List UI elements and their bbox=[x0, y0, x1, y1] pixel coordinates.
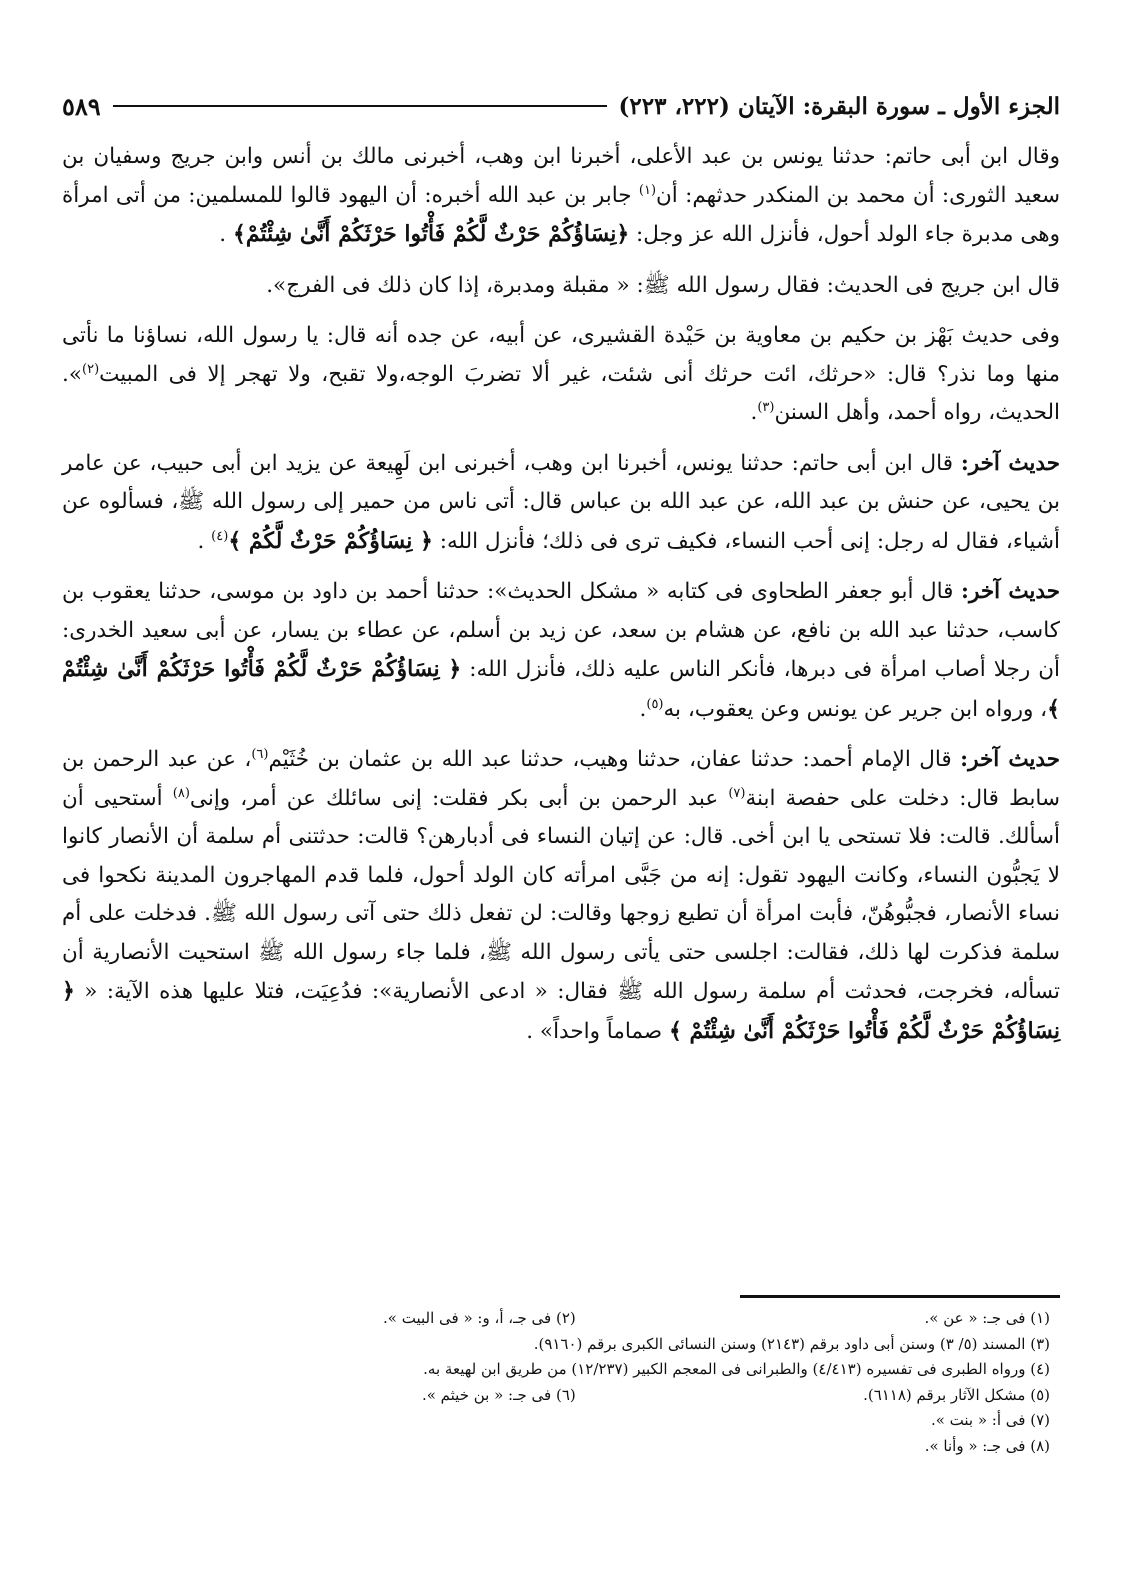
text-run: عبد الرحمن بن أبى بكر فقلت: إنى سائلك عن أمر، وإنى bbox=[189, 785, 729, 811]
footnote-reference: (٤) bbox=[211, 528, 229, 544]
footnote: (٢) فى جـ، أ، و: « فى البيت ». bbox=[383, 1309, 576, 1327]
text-run: ، عن عبد الرحمن بن سابط قال: دخلت على حفصة ابنة bbox=[62, 747, 1060, 811]
text-run: . bbox=[219, 222, 233, 247]
footnote: (٤) ورواه الطبرى فى تفسيره (٤/٤١٣) والطبرانى فى المعجم الكبير (١٢/٢٣٧) من طريق ابن لهيعة به. bbox=[423, 1360, 1050, 1378]
footnote: (٧) فى أ: « بنت ». bbox=[930, 1411, 1050, 1429]
paragraph bbox=[62, 445, 1060, 562]
footnote-row bbox=[62, 1408, 1050, 1434]
quran-verse: ﴿ نِسَاؤُكُمْ حَرْثٌ لَّكُمْ ﴾ bbox=[228, 527, 433, 554]
text-run: ، ورواه ابن جرير عن يونس وعن يعقوب، به bbox=[663, 696, 1048, 722]
main-text bbox=[62, 138, 1060, 1063]
footnote-row bbox=[62, 1332, 1050, 1358]
footnote: (٦) فى جـ: « بن خيثم ». bbox=[421, 1385, 576, 1404]
text-run: ». الحديث، رواه أحمد، وأهل السنن bbox=[62, 361, 1060, 425]
text-run: قال ابن أبى حاتم: حدثنا يونس، أخبرنا ابن وهب، أخبرنى ابن لَهِيعة عن يزيد ابن أبى حبيب، عن عامر بن يحيى، عن حنش بن عبد الله، عن عبد الله بن عباس قال: أتى ناس من حمير إلى رسول الله ﷺ، فسألوه عن أشياء، فقال له رجل: إنى أحب النساء، فكيف ترى فى ذلك؛ فأنزل الله: bbox=[62, 450, 1060, 554]
page-number: ٥٨٩ bbox=[62, 91, 101, 121]
footnote: (١) فى جـ: « عن ». bbox=[924, 1309, 1050, 1327]
footnote-row bbox=[62, 1306, 1050, 1332]
footnote-reference: (٨) bbox=[172, 785, 190, 801]
quran-verse: ﴿نِسَاؤُكُمْ حَرْثٌ لَّكُمْ فَأْتُوا حَرْثَكُمْ أَنَّىٰ شِئْتُمْ﴾ bbox=[232, 221, 630, 247]
footnote: (٨) فى جـ: « وأنا ». bbox=[924, 1436, 1050, 1455]
section-lead: حديث آخر: bbox=[960, 450, 1060, 476]
paragraph bbox=[62, 741, 1060, 1051]
text-run: . bbox=[639, 696, 647, 722]
text-run: قال أبو جعفر الطحاوى فى كتابه « مشكل الحديث»: حدثنا أحمد بن داود بن موسى، حدثنا يعقوب بن كاسب، حدثنا عبد الله بن نافع، عن هشام بن سعد، عن زيد بن أسلم، عن عطاء بن يسار، عن أبى سعيد الخدرى: أن رجلا أصاب امرأة فى دبرها، فأنكر الناس عليه ذلك، فأنزل الله: bbox=[62, 579, 1060, 682]
text-run: وفى حديث بَهْز بن حكيم بن معاوية بن حَيْدة القشيرى، عن أبيه، عن جده أنه قال: يا رسول الله، نساؤنا ما نأتى منها وما نذر؟ قال: «حرثك، ائت حرثك أنى شئت، غير ألا تضربَ الوجه،ولا تقبح، ولا تهجر إلا فى المبيت bbox=[62, 323, 1060, 387]
text-run: صماماً واحداً» . bbox=[526, 1018, 669, 1044]
footnote-row bbox=[62, 1357, 1050, 1383]
footnote: (٣) المسند (٥/ ٣) وسنن أبى داود برقم (٢١٤٣) وسنن النسائى الكبرى برقم (٩١٦٠). bbox=[533, 1334, 1050, 1353]
footnote-reference: (٦) bbox=[251, 746, 269, 762]
paragraph bbox=[62, 317, 1060, 433]
footnote: (٥) مشكل الآثار برقم (٦١١٨). bbox=[863, 1385, 1050, 1404]
header-rule bbox=[113, 105, 607, 107]
paragraph bbox=[62, 573, 1060, 729]
text-run: جابر بن عبد الله أخبره: أن اليهود قالوا للمسلمين: من أتى امرأة وهى مدبرة جاء الولد أحول، فأنزل الله عز وجل: bbox=[62, 182, 1060, 247]
quran-verse: ﴿ نِسَاؤُكُمْ حَرْثٌ لَّكُمْ فَأْتُوا حَرْثَكُمْ أَنَّىٰ شِئْتُمْ ﴾ bbox=[62, 978, 1060, 1044]
footnote-reference: (١) bbox=[638, 182, 657, 198]
footnote-separator bbox=[740, 1295, 1060, 1298]
paragraph bbox=[62, 138, 1060, 255]
footnote-reference: (٥) bbox=[646, 696, 664, 712]
header-title: الجزء الأول ـ سورة البقرة: الآيتان (٢٢٢، ٢٢٣) bbox=[618, 92, 1060, 120]
quran-verse: ﴿ نِسَاؤُكُمْ حَرْثٌ لَّكُمْ فَأْتُوا حَرْثَكُمْ أَنَّىٰ شِئْتُمْ ﴾ bbox=[62, 656, 1060, 722]
footnote-reference: (٣) bbox=[757, 399, 775, 415]
footnote-reference: (٢) bbox=[82, 361, 100, 377]
text-run: . bbox=[197, 528, 212, 554]
text-run: . bbox=[750, 400, 758, 425]
section-lead: حديث آخر: bbox=[961, 579, 1060, 604]
footnote-row bbox=[62, 1383, 1050, 1409]
footnotes bbox=[62, 1306, 1050, 1459]
text-run: قال ابن جريج فى الحديث: فقال رسول الله ﷺ: « مقبلة ومدبرة، إذا كان ذلك فى الفرج». bbox=[266, 272, 1060, 298]
section-lead: حديث آخر: bbox=[960, 747, 1060, 772]
footnote-reference: (٧) bbox=[728, 785, 746, 801]
text-run: قال الإمام أحمد: حدثنا عفان، حدثنا وهيب، حدثنا عبد الله بن عثمان بن خُثَيْم bbox=[268, 747, 961, 772]
text-run: وقال ابن أبى حاتم: حدثنا يونس بن عبد الأعلى، أخبرنا ابن وهب، أخبرنى مالك بن أنس وابن جريج وسفيان بن سعيد الثورى: أن محمد بن المنكدر حدثهم: أن bbox=[62, 144, 1060, 208]
footnote-row bbox=[62, 1434, 1050, 1460]
text-run: أستحيى أن أسألك. قالت: فلا تستحى يا ابن أخى. قال: عن إتيان النساء فى أدبارهن؟ قالت: حدثتنى أم سلمة أن الأنصار كانوا لا يَجبُّون النساء، وكانت اليهود تقول: إنه من جَبَّى امرأته كان الولد أحول، فلما قدم المهاجرون المدينة نكحوا فى نساء الأنصار، فجبُّوهُنّ، فأبت امرأة أن تطيع زوجها وقالت: لن تفعل ذلك حتى آتى رسول الله ﷺ. فدخلت على أم سلمة فذكرت لها ذلك، فقالت: اجلسى حتى يأتى رسول الله ﷺ، فلما جاء رسول الله ﷺ استحيت الأنصارية أن تسأله، فخرجت، فحدثت أم سلمة رسول الله ﷺ فقال: « ادعى الأنصارية»: فدُعِيَت، فتلا عليها هذه الآية: « bbox=[62, 785, 1060, 1004]
paragraph bbox=[62, 267, 1060, 306]
running-header bbox=[62, 88, 1060, 124]
